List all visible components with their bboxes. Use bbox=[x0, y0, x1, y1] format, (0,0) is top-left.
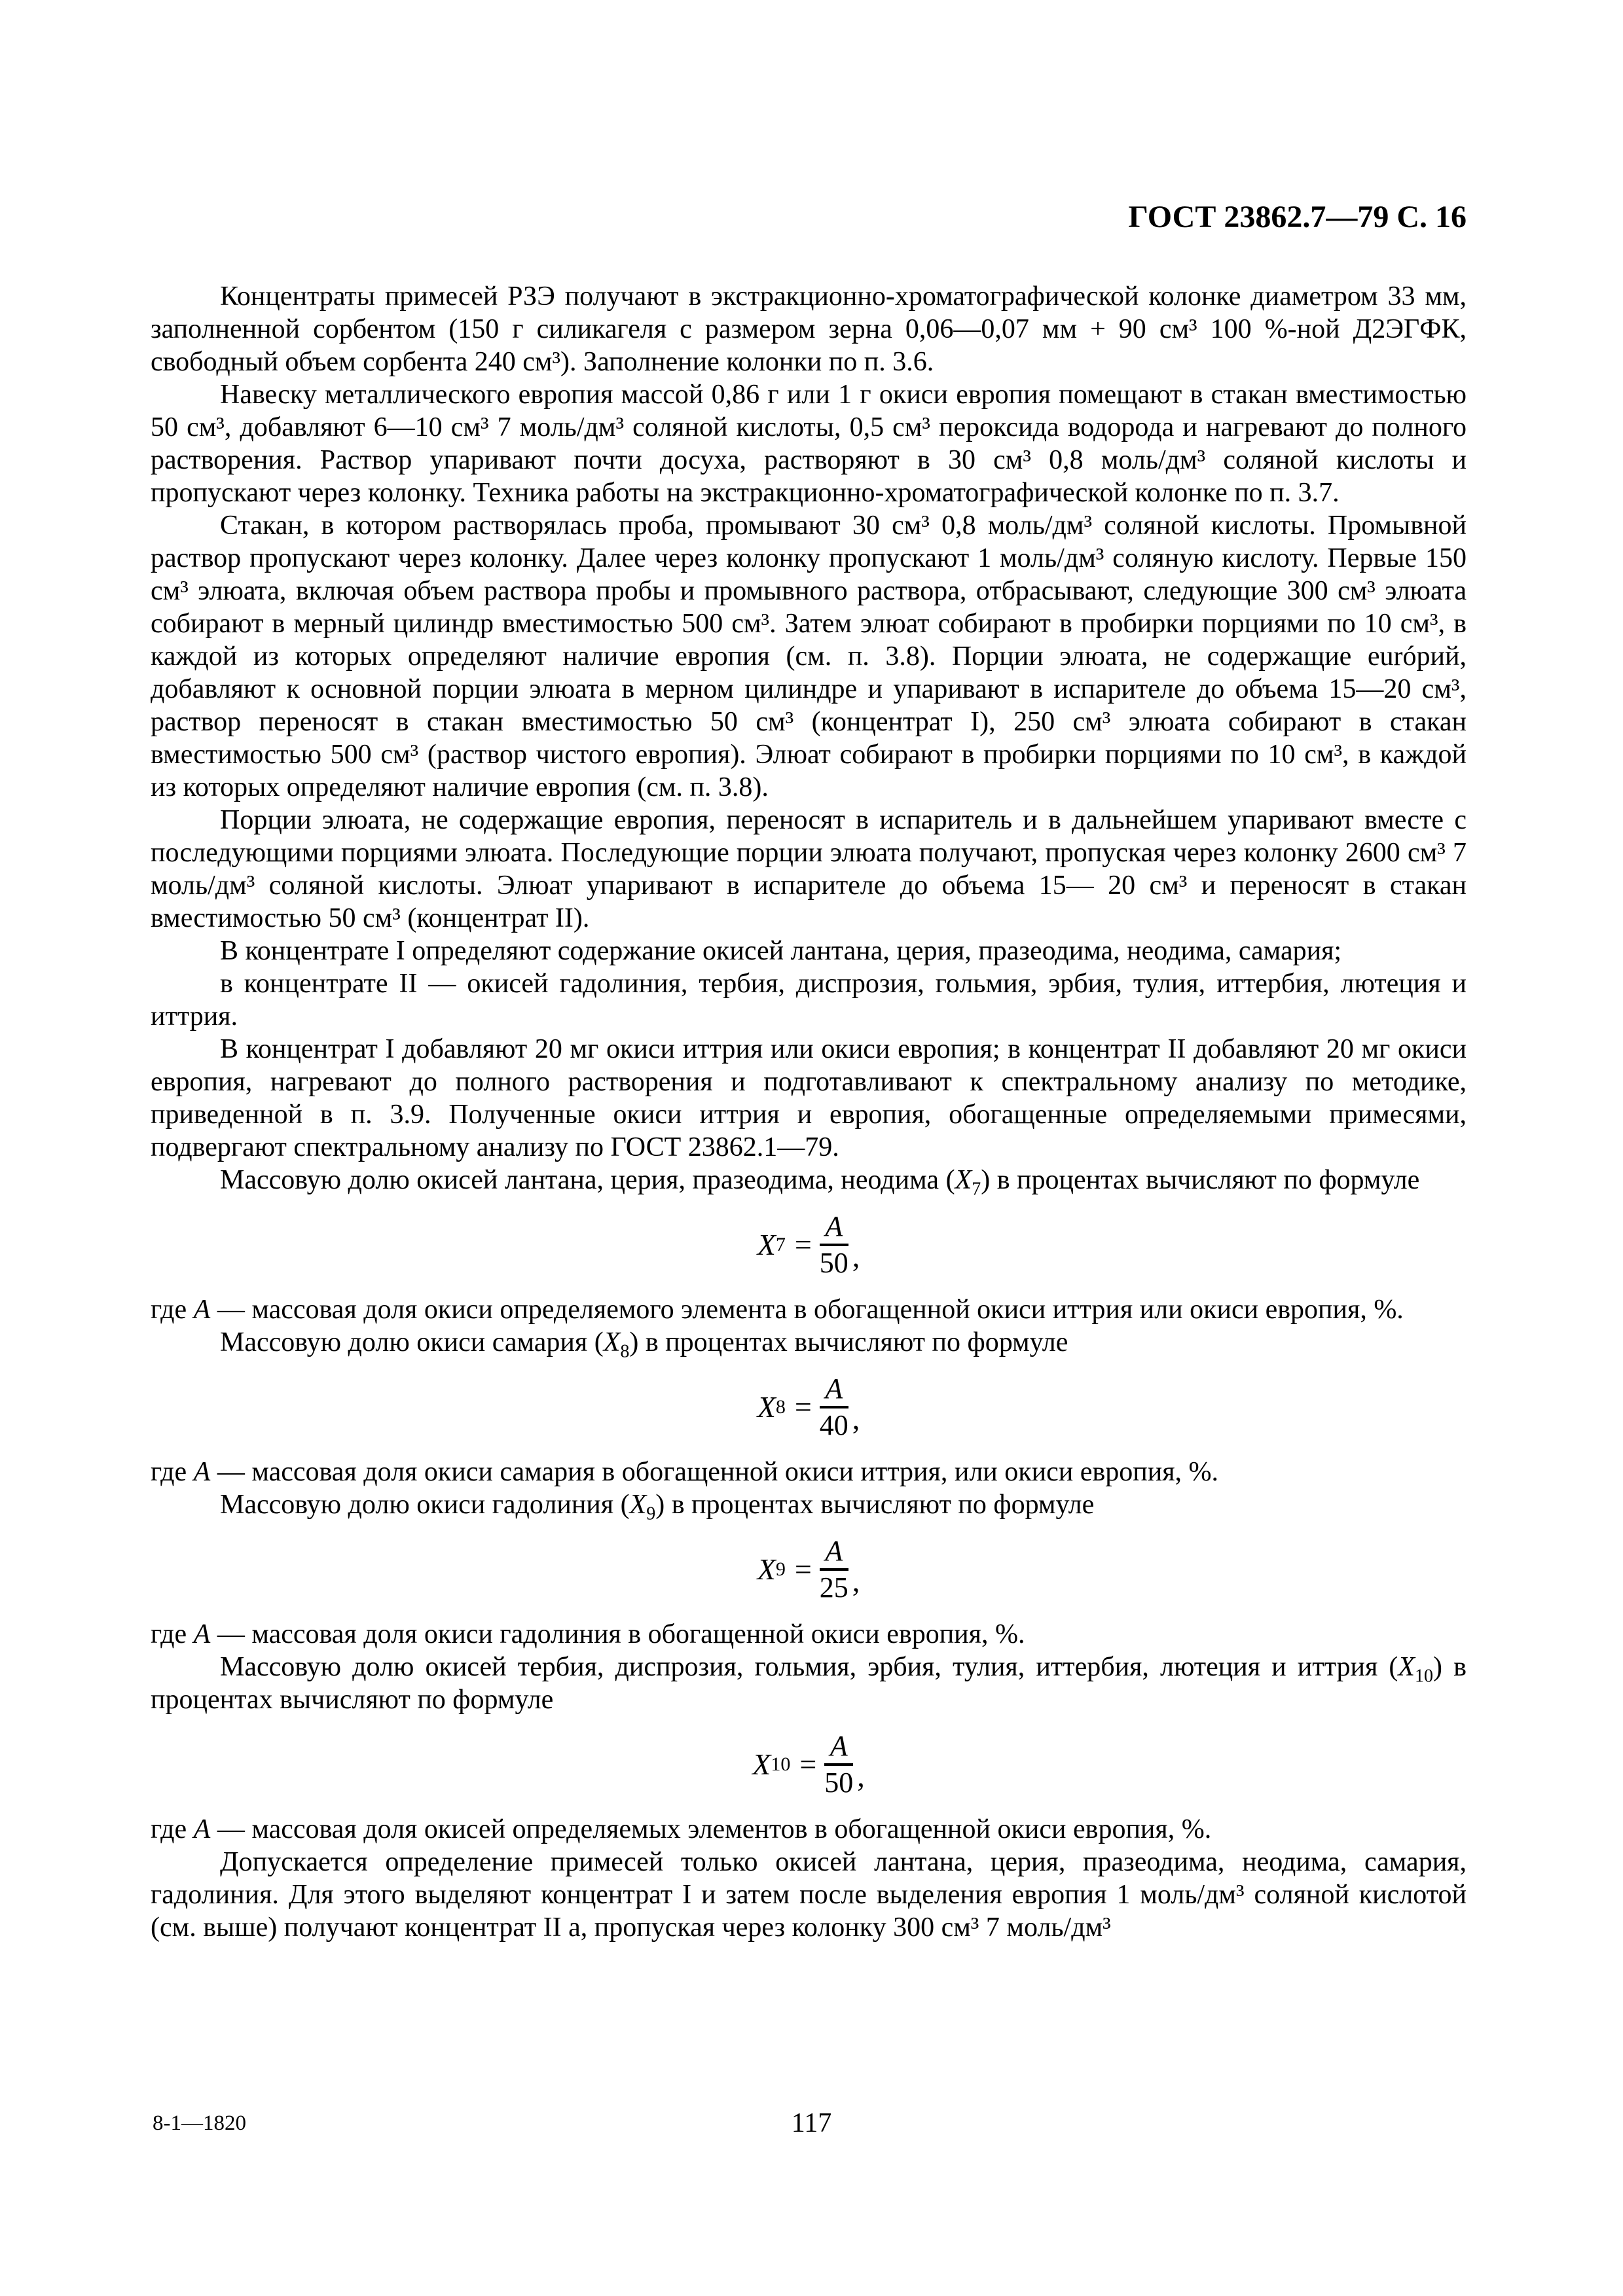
variable-a: A bbox=[193, 1814, 211, 1844]
equals-sign: = bbox=[794, 1228, 812, 1261]
variable-subscript: 9 bbox=[646, 1503, 656, 1524]
variable-a: A bbox=[193, 1295, 211, 1325]
variable-subscript: 8 bbox=[620, 1341, 630, 1362]
paragraph: В концентрате I определяют содержание окисей лантана, церия, празеодима, неодима, самария; bbox=[220, 936, 1342, 966]
variable-subscript: 7 bbox=[972, 1179, 981, 1200]
formula-x8: X 8 = $\frac{A}{40}$ , bbox=[757, 1372, 860, 1441]
equals-sign: = bbox=[794, 1552, 812, 1586]
dash: — bbox=[217, 1814, 245, 1844]
variable-a: A bbox=[193, 1457, 211, 1487]
formula-variable: X bbox=[752, 1748, 771, 1781]
formula-x7: X 7 = $\frac{A}{50}$ , bbox=[757, 1210, 860, 1279]
variable-subscript: 10 bbox=[1415, 1666, 1434, 1687]
page-header: ГОСТ 23862.7—79 С. 16 bbox=[1128, 200, 1467, 234]
fraction-denominator: 40 bbox=[819, 1409, 848, 1441]
equals-sign: = bbox=[794, 1390, 812, 1424]
where-lead: где bbox=[151, 1457, 187, 1487]
paragraph-text: ) в процентах вычисляют по формуле bbox=[151, 1652, 1467, 1715]
paragraph-text: ) в процентах вычисляют по формуле bbox=[629, 1327, 1068, 1357]
paragraph: Навеску металлического европия массой 0,86 г или 1 г окиси европия помещают в стакан вместимостью 50 см³, добавляют 6—10 см³ 7 моль/дм³ соляной кислоты, 0,5 см³ пероксида водорода и нагревают до полного растворения. Раствор упаривают почти досуха, растворяют в 30 см³ 0,8 моль/дм³ соляной кислоты и пропускают через колонку. Техника работы на экстракционно-хроматографической колонке по п. 3.7. bbox=[151, 380, 1467, 508]
variable-x: X bbox=[1398, 1652, 1415, 1682]
dash: — bbox=[217, 1295, 245, 1325]
fraction-denominator: 50 bbox=[819, 1247, 848, 1279]
paragraph bbox=[151, 1488, 1467, 1524]
dash: — bbox=[217, 1619, 245, 1649]
variable-x: X bbox=[629, 1490, 647, 1520]
fraction bbox=[820, 1374, 848, 1441]
footer-print-code: 8-1—1820 bbox=[153, 2111, 246, 2135]
paragraph: Концентраты примесей РЗЭ получают в экстракционно-хроматографической колонке диаметром 33 мм, заполненной сорбентом (150 г силикагеля с размером зерна 0,06—0,07 мм + 90 см³ 100 %-ной Д2ЭГФК, свободный объем сорбента 240 см³). Заполнение колонки по п. 3.6. bbox=[151, 281, 1467, 377]
fraction bbox=[820, 1536, 848, 1603]
fraction-numerator: A bbox=[824, 1731, 853, 1766]
where-clause bbox=[151, 1813, 1467, 1846]
paragraph: в концентрате II — окисей гадолиния, тербия, диспрозия, гольмия, эрбия, тулия, иттербия, лютеция и иттрия. bbox=[151, 969, 1467, 1031]
where-clause bbox=[151, 1293, 1467, 1326]
paragraph: В концентрат I добавляют 20 мг окиси иттрия или окиси европия; в концентрат II добавляют 20 мг окиси европия, нагревают до полного растворения и подготавливают к спектральному анализу по методике, приведенной в п. 3.9. Полученные окиси иттрия и европия, обогащенные определяемыми примесями, подвергают спектральному анализу по ГОСТ 23862.1—79. bbox=[151, 1034, 1467, 1162]
fraction-numerator: A bbox=[820, 1536, 848, 1571]
paragraph bbox=[151, 1164, 1467, 1200]
variable-x: X bbox=[955, 1165, 972, 1195]
where-text: массовая доля окисей определяемых элементов в обогащенной окиси европия, %. bbox=[251, 1814, 1212, 1844]
paragraph-text: ) в процентах вычисляют по формуле bbox=[981, 1165, 1420, 1195]
fraction-denominator: 50 bbox=[824, 1767, 854, 1799]
formula-comma: , bbox=[852, 1564, 860, 1598]
page-number: 117 bbox=[791, 2108, 832, 2138]
where-lead: где bbox=[151, 1295, 187, 1325]
formula-comma: , bbox=[852, 1240, 860, 1273]
document-body bbox=[151, 280, 1467, 1944]
paragraph: Стакан, в котором растворялась проба, промывают 30 см³ 0,8 моль/дм³ соляной кислоты. Промывной раствор пропускают через колонку. Далее через колонку пропускают 1 моль/дм³ соляную кислоту. Первые 150 см³ элюата, включая объем раствора пробы и промывного раствора, отбрасывают, следующие 300 см³ элюата собирают в мерный цилиндр вместимостью 500 см³. Затем элюат собирают в пробирки порциями по 10 см³, в каждой из которых определяют наличие европия (см. п. 3.8). Порции элюата, не содержащие európий, добавляют к основной порции элюата в мерном цилиндре и упаривают в испарителе до объема 15—20 см³, раствор переносят в стакан вместимостью 50 см³ (концентрат I), 250 см³ элюата собирают в стакан вместимостью 500 см³ (раствор чистого европия). Элюат собирают в пробирки порциями по 10 см³, в каждой из которых определяют наличие европия (см. п. 3.8). bbox=[151, 511, 1467, 802]
paragraph-text: Массовую долю окиси гадолиния ( bbox=[220, 1490, 630, 1520]
variable-a: A bbox=[193, 1619, 211, 1649]
where-lead: где bbox=[151, 1814, 187, 1844]
paragraph: Допускается определение примесей только окисей лантана, церия, празеодима, неодима, самария, гадолиния. Для этого выделяют концентрат I и затем после выделения европия 1 моль/дм³ соляной кислотой (см. выше) получают концентрат II а, пропуская через колонку 300 см³ 7 моль/дм³ bbox=[151, 1847, 1467, 1943]
fraction bbox=[820, 1211, 848, 1278]
paragraph-text: Массовую долю окисей тербия, диспрозия, гольмия, эрбия, тулия, иттербия, лютеция и иттрия ( bbox=[220, 1652, 1398, 1682]
where-clause bbox=[151, 1456, 1467, 1488]
fraction-numerator: A bbox=[820, 1374, 848, 1408]
paragraph-text: Массовую долю окисей лантана, церия, празеодима, неодима ( bbox=[220, 1165, 955, 1195]
where-clause bbox=[151, 1618, 1467, 1651]
paragraph-text: Массовую долю окиси самария ( bbox=[220, 1327, 604, 1357]
formula-x10: X 10 = $\frac{A}{50}$ , bbox=[752, 1729, 865, 1799]
paragraph-text: ) в процентах вычисляют по формуле bbox=[655, 1490, 1095, 1520]
formula-variable: X bbox=[757, 1390, 776, 1424]
formula-comma: , bbox=[857, 1759, 865, 1793]
paragraph bbox=[151, 1326, 1467, 1362]
formula-comma: , bbox=[852, 1402, 860, 1435]
formula-x9: X 9 = $\frac{A}{25}$ , bbox=[757, 1534, 860, 1604]
dash: — bbox=[217, 1457, 245, 1487]
where-text: массовая доля окиси самария в обогащенной окиси иттрия, или окиси европия, %. bbox=[251, 1457, 1218, 1487]
formula-variable: X bbox=[757, 1228, 776, 1261]
fraction-numerator: A bbox=[820, 1211, 848, 1246]
where-text: массовая доля окиси гадолиния в обогащенной окиси европия, %. bbox=[251, 1619, 1025, 1649]
where-lead: где bbox=[151, 1619, 187, 1649]
paragraph bbox=[151, 1651, 1467, 1716]
fraction-denominator: 25 bbox=[819, 1571, 848, 1604]
fraction bbox=[824, 1731, 853, 1798]
where-text: массовая доля окиси определяемого элемента в обогащенной окиси иттрия или окиси европия, %. bbox=[251, 1295, 1404, 1325]
equals-sign: = bbox=[799, 1748, 817, 1781]
variable-x: X bbox=[603, 1327, 621, 1357]
formula-variable: X bbox=[757, 1552, 776, 1586]
paragraph: Порции элюата, не содержащие европия, переносят в испаритель и в дальнейшем упаривают вместе с последующими порциями элюата. Последующие порции элюата получают, пропуская через колонку 2600 см³ 7 моль/дм³ соляной кислоты. Элюат упаривают в испарителе до объема 15— 20 см³ и переносят в стакан вместимостью 50 см³ (концентрат II). bbox=[151, 805, 1467, 933]
